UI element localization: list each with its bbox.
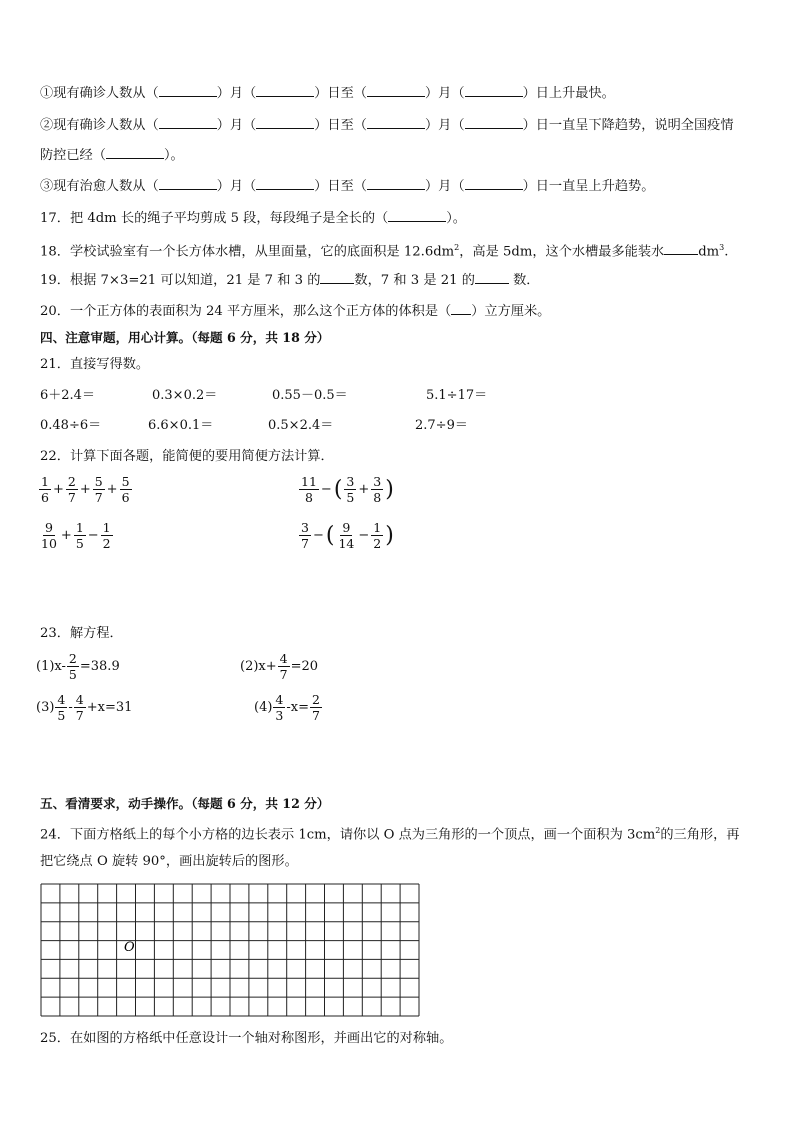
answer-blank[interactable] — [256, 177, 314, 190]
q23-equation-2: (2)x+ $\frac{4}{7}$ =20 — [240, 651, 319, 682]
question-20: 20．一个正方体的表面积为 24 平方厘米，那么这个正方体的体积是（ ）立方厘米。 — [40, 304, 551, 319]
answer-blank[interactable] — [159, 177, 217, 190]
question-18: 18．学校试验室有一个长方体水槽，从里面量，它的底面积是 $12.6dm^2$，高是 5dm，这个水槽最多能装水 $dm^3$. — [40, 243, 729, 260]
question-25: 25．在如图的方格纸中任意设计一个轴对称图形，并画出它的对称轴。 — [40, 1031, 453, 1046]
section-5-heading: 五、看清要求，动手操作。（每题 6 分，共 12 分） — [40, 796, 330, 811]
q22-expression-4: $\frac{3}{7}$ − ( $\frac{9}{14}$ − $\frac{1}{2}$ ) — [301, 520, 394, 551]
answer-blank[interactable] — [465, 116, 523, 129]
q23-equation-4: (4) $\frac{4}{3}$ -x= $\frac{2}{7}$ — [254, 692, 320, 723]
q22-expression-1: $\frac{1}{6}$ + $\frac{2}{7}$ + $\frac{5}{7}$ + $\frac{5}{6}$ — [41, 474, 130, 505]
q23-equation-1: (1)x- $\frac{2}{5}$ =38.9 — [36, 651, 120, 682]
question-23-title: 23．解方程． — [40, 626, 123, 641]
question-24-line2: 把它绕点 O 旋转 90°，画出旋转后的图形。 — [40, 854, 298, 869]
answer-blank[interactable] — [159, 84, 217, 97]
q21-item: 6＋2.4＝ — [40, 388, 95, 403]
answer-blank[interactable] — [465, 177, 523, 190]
answer-blank[interactable] — [475, 271, 509, 284]
square-grid-paper[interactable] — [40, 883, 422, 1018]
answer-blank[interactable] — [320, 271, 354, 284]
answer-blank[interactable] — [367, 177, 425, 190]
question-22-title: 22．计算下面各题，能简便的要用简便方法计算． — [40, 449, 334, 464]
answer-blank[interactable] — [664, 242, 698, 255]
q16-line2: ②现有确诊人数从（ ）月（ ）日至（ ）月（ ）日一直呈下降趋势，说明全国疫情 — [40, 118, 734, 133]
answer-blank[interactable] — [465, 84, 523, 97]
answer-blank[interactable] — [159, 116, 217, 129]
answer-blank[interactable] — [388, 209, 446, 222]
answer-blank[interactable] — [256, 84, 314, 97]
q21-item: 2.7÷9＝ — [415, 418, 468, 433]
q16-line2b: 防控已经（ ）。 — [40, 148, 184, 163]
q21-item: 0.5×2.4＝ — [268, 418, 334, 433]
answer-blank[interactable] — [256, 116, 314, 129]
question-17: 17．把 4dm 长的绳子平均剪成 5 段，每段绳子是全长的（ ）。 — [40, 211, 466, 226]
answer-blank[interactable] — [451, 302, 471, 315]
point-o-label: O — [124, 940, 135, 955]
q16-line1: ①现有确诊人数从（ ）月（ ）日至（ ）月（ ）日上升最快。 — [40, 86, 615, 101]
q22-expression-3: $\frac{9}{10}$ + $\frac{1}{5}$ − $\frac{1}{2}$ — [41, 520, 111, 551]
answer-blank[interactable] — [106, 146, 164, 159]
q23-equation-3: (3) $\frac{4}{5}$ - $\frac{4}{7}$ +x=31 — [36, 692, 133, 723]
q21-item: 6.6×0.1＝ — [148, 418, 214, 433]
q21-item: 5.1÷17＝ — [426, 388, 488, 403]
q21-item: 0.48÷6＝ — [40, 418, 102, 433]
answer-blank[interactable] — [367, 116, 425, 129]
q21-item: 0.3×0.2＝ — [152, 388, 218, 403]
section-4-heading: 四、注意审题，用心计算。（每题 6 分，共 18 分） — [40, 330, 330, 345]
q21-item: 0.55－0.5＝ — [272, 388, 348, 403]
question-21-title: 21．直接写得数。 — [40, 357, 150, 372]
q16-line3: ③现有治愈人数从（ ）月（ ）日至（ ）月（ ）日一直呈上升趋势。 — [40, 179, 655, 194]
answer-blank[interactable] — [367, 84, 425, 97]
question-19: 19．根据 7×3=21 可以知道，21 是 7 和 3 的 数，7 和 3 是 21 的 数． — [40, 273, 540, 288]
question-24-line1: 24．下面方格纸上的每个小方格的边长表示 1cm，请你以 O 点为三角形的一个顶点，画一个面积为 $3cm^2$的三角形，再 — [40, 826, 740, 843]
q22-expression-2: $\frac{11}{8}$ − ( $\frac{3}{5}$ + $\frac{3}{8}$ ) — [301, 474, 394, 505]
